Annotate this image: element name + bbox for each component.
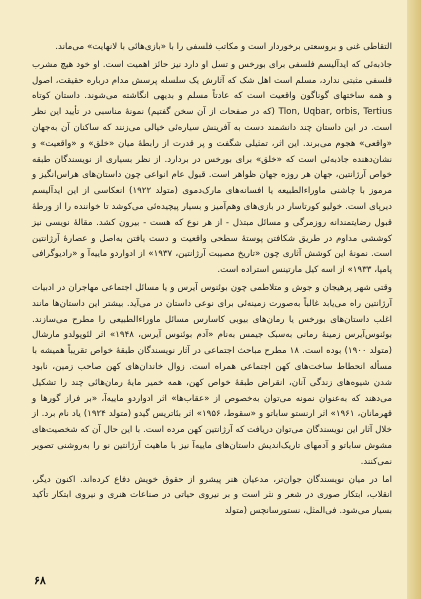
body-text bbox=[32, 40, 392, 520]
page-number: ۶۸ bbox=[34, 574, 46, 587]
paragraph-2: جاذبه‌ئی که ایدآلیسم فلسفی برای بورخس و تسل او دارد نیز حائز اهمیت است. او خود هیچ مشرب فلسفی مثبتی ندارد، مسلم است اهل شک که آثارش یک سلسله پرسش مدام درباره حقیقت، اصول و همه ساختهای گوناگون واقعیت است که عادتاً مسلم و بدیهی انگاشته می‌شوند. داستان کوتاه Tlon, Uqbar, orbis, Tertius (که در صفحات از آن سخن گفتیم) نمونهٔ مناسبی در تأیید این نظر است. در این داستان چند دانشمند دست به آفرینش سیاره‌ئی خیالی می‌زنند که ساکنان آن به‌جهان «واقعی» هجوم می‌برند. این اثر، تمثیلی شگفت و پر قدرت از رابطهٔ میان «خلق» و «واقعیت» و نشان‌دهنده جاذبه‌ئی است که «خلق» برای بورخس در بردارد. از نظر بسیاری از نویسندگان طبقه خواص آرژانتین، جهان هر روزه جهان ظواهر است. قبول عام انواعی چون داستان‌های هراس‌انگیز و مرموز با چاشنی ماوراءالطبیعه یا افسانه‌های مارک‌دموی (متولد ۱۹۲۲) انعکاسی از این ایدآلیسم دیرپای است. خولیو کورتاسار در بازی‌های وهم‌آمیز و بسیار پیچیده‌ئی می‌کوشد تا خواننده را از ورطهٔ قبول رضایتمندانه روزمرگی و مسائل مبتذل - از هر نوع که هست - بیرون کشد. مقالهٔ نویسی نیز کوششی مداوم در طریق شکافتن پوستهٔ سطحی واقعیت و دست یافتن به‌اصل و عصارهٔ آرژانتین است. نمونهٔ این کوشش آثاری چون «تاریخ مصیبت آرژانتین، ۱۹۳۷» از ادواردو ماییه‌آ و «رادیوگرافی پامپا، ۱۹۳۳» از اسه کیل مارتینس استراده است. bbox=[32, 59, 392, 276]
paragraph-3: وقتی شهر پرهیجان و جوش و متلاطمی چون بوئنوس آیرس و یا مسائل اجتماعی مهاجران در ادبیات آرژانتین راه می‌یابد غالباً به‌صورت زمینه‌ئی برای نوعی داستان در می‌آید. بیشتر این داستان‌ها مانند اغلب داستان‌های بورخس یا رمان‌های بیوبی کاسارس مسائل ماوراءالطبیعی را مطرح می‌سازند. بوئنوس‌آیرس زمینهٔ رمانی به‌سبک جیمس به‌نام «آدم بوئنوس آیرس، ۱۹۴۸» اثر لئوپولدو مارشال (متولد ۱۹۰۰) بوده است. ۱۸ مطرح مباحث اجتماعی در آثار نویسندگان طبقهٔ خواص تقریباً همیشه با مسأله انحطاط ساخت‌های کهن اجتماعی همراه است. زوال خاندان‌های کهن صاحب زمین، نابود شدن شیوه‌های زندگی آنان، انقراض طبقهٔ خواص کهن، همه خمیر مایهٔ رمان‌هائی چند را تشکیل می‌دهند که به‌عنوان نمونه می‌توان به‌خصوص از «عقاب‌ها» اثر ادواردو ماییه‌آ، «بر فراز گورها و قهرمانان، ۱۹۶۱» اثر ارنستو ساباتو و «سقوط، ۱۹۵۶» اثر بئاتریس گیدو (متولد ۱۹۲۴) یاد نام برد. از خلال آثار این نویسندگان می‌توان دریافت که آرژانتین کهن مرده است. با این حال آن که شخصیت‌های مشوش ساباتو و آدمهای تاریک‌اندیش داستان‌های ماییه‌آ نیز با ماهیت آرژانتین نو را به‌روشنی تصویر نمی‌کنند. bbox=[32, 282, 393, 467]
page-edge-shadow bbox=[407, 0, 421, 599]
paragraph-4: اما در میان نویسندگان جوان‌تر، مدعیان هنر پیشرو از حقوق خویش دفاع کرده‌اند. اکنون دیگر، انقلاب، ابتکار صوری در شعر و نثر است و بر نیروی حیاتی در صناعات هنری و نیروی ابتکار تأکید بسیار می‌شود. فی‌المثل، نستورسانچس (متولد bbox=[32, 474, 392, 517]
paragraph-1: التقاطی غنی و بروسعتی برخوردار است و مکاتب فلسفی را با «بازی‌هائی با لانهایت» می‌ماند. bbox=[55, 42, 392, 52]
